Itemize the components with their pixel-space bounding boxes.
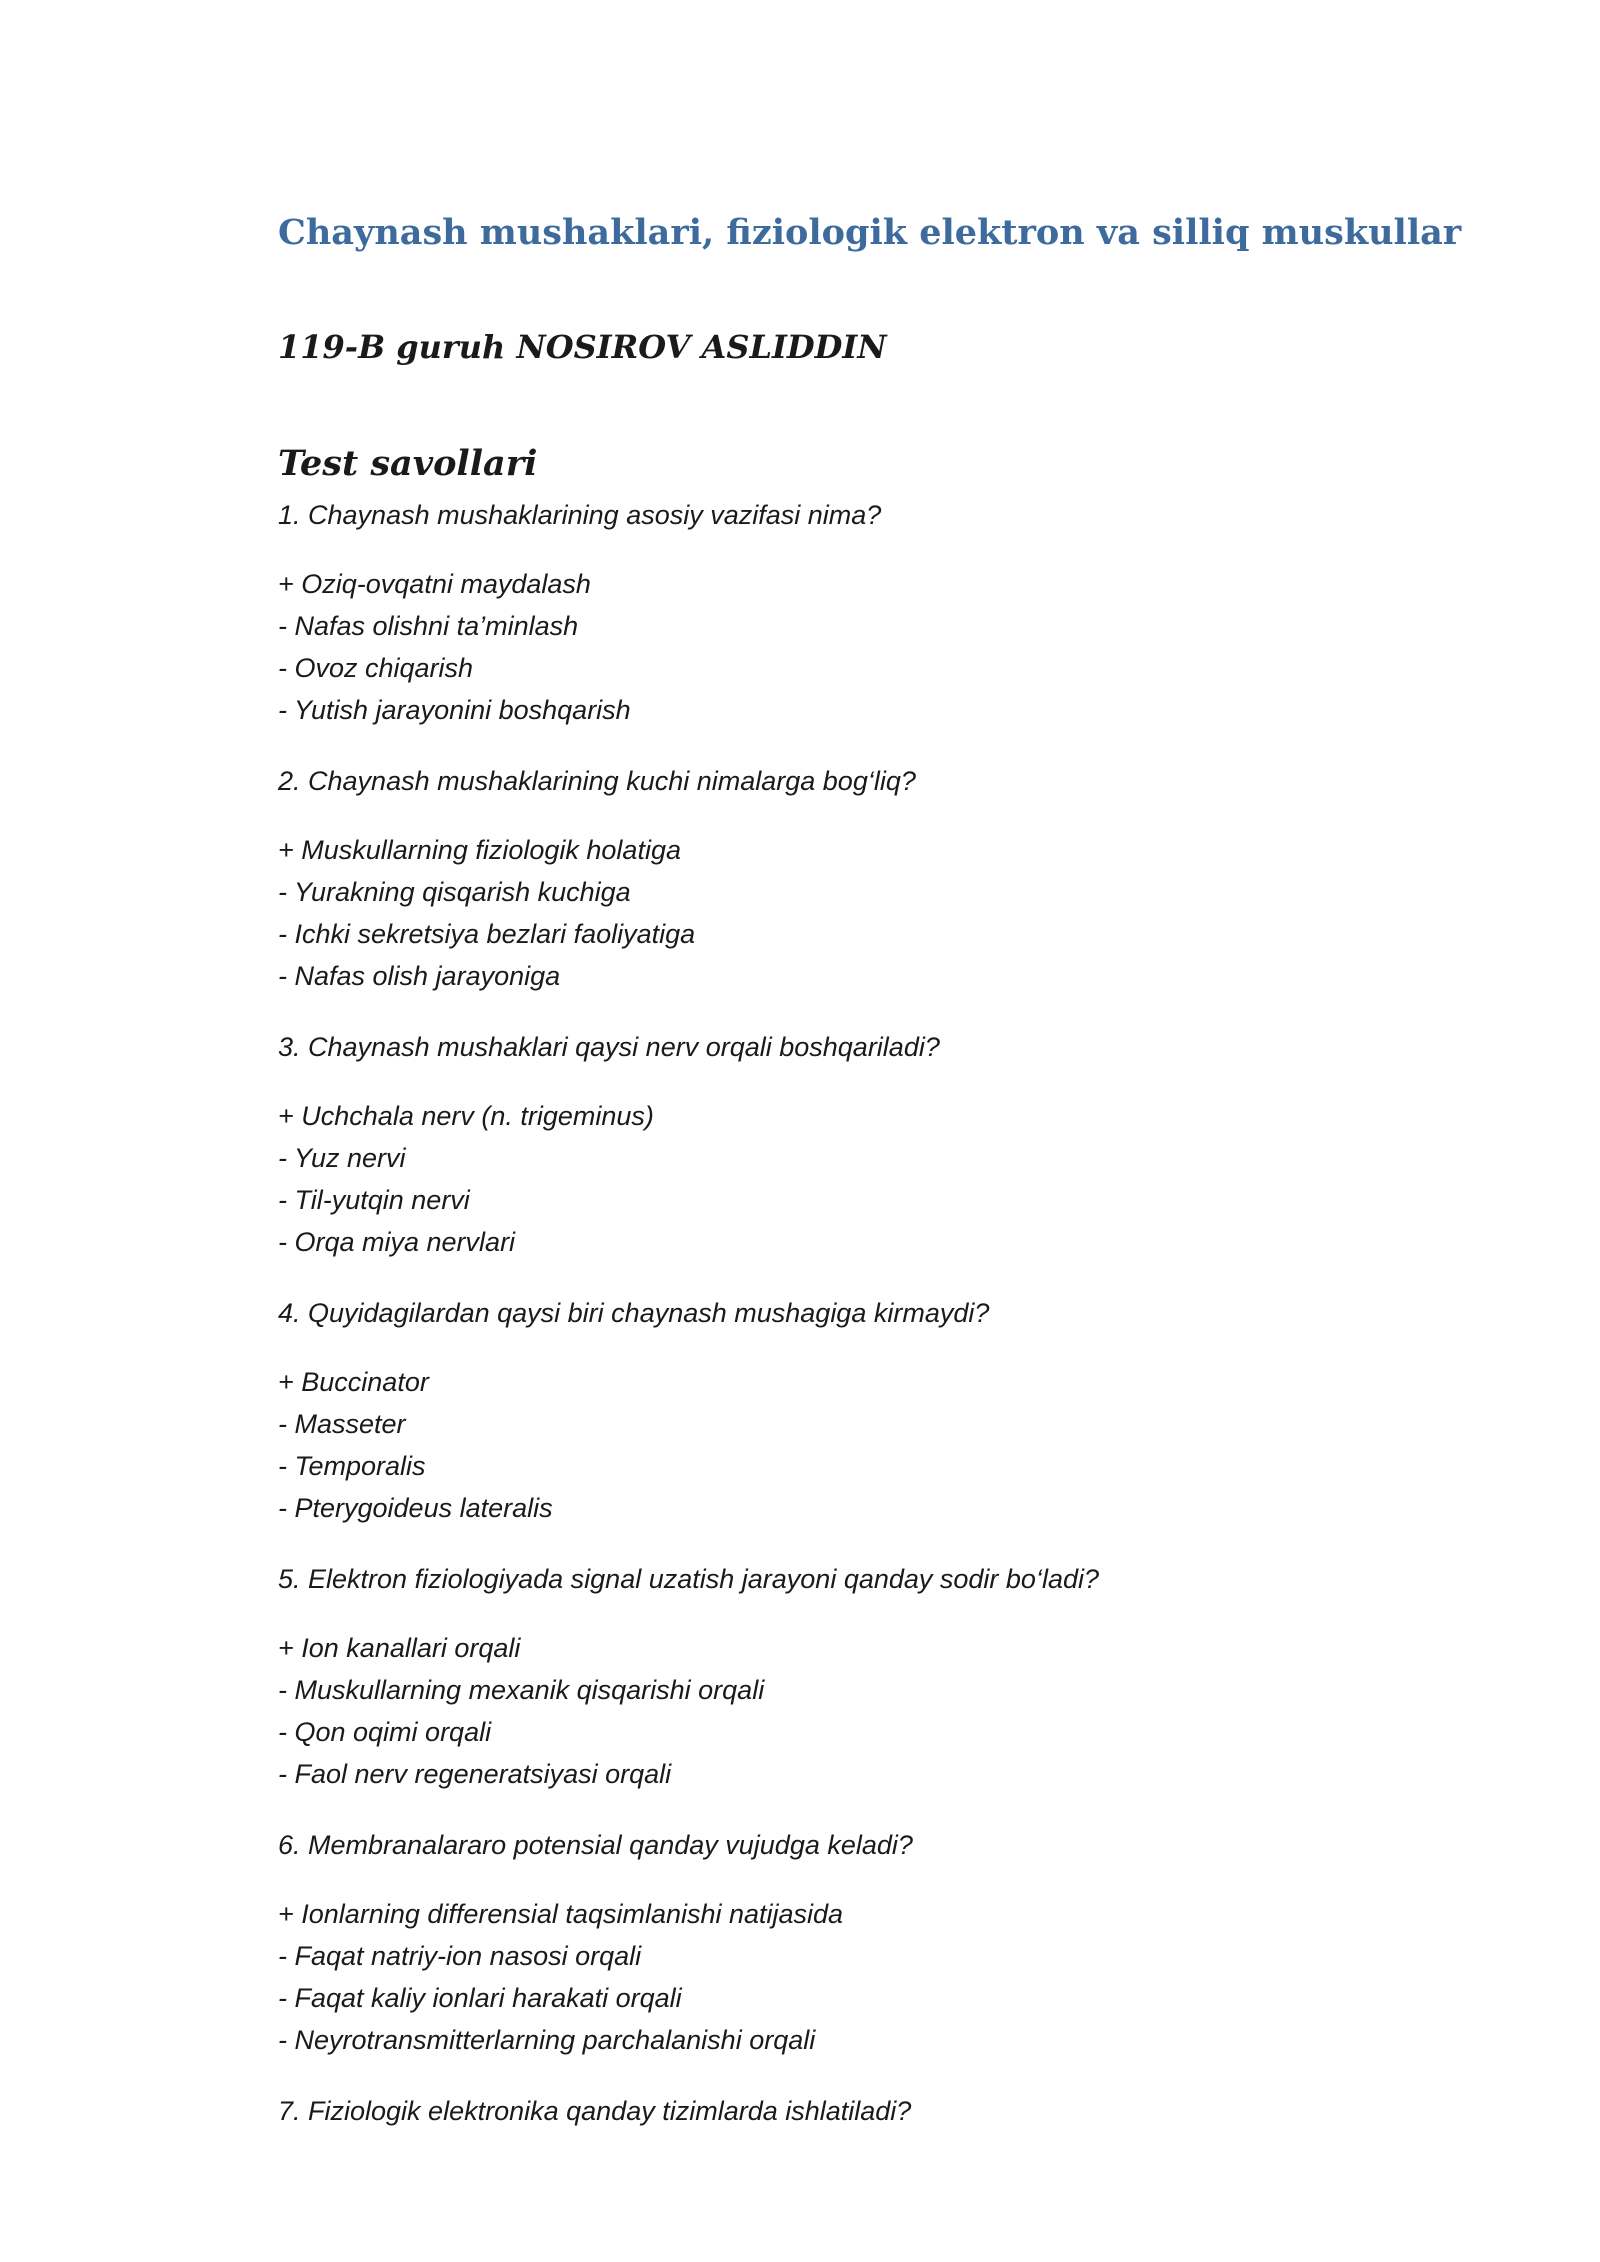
correct-answer-option: + Uchchala nerv (n. trigeminus) xyxy=(278,1101,654,1131)
question-text: 6. Membranalararo potensial qanday vujudga keladi? xyxy=(278,1830,913,1860)
answer-option: - Neyrotransmitterlarning parchalanishi orqali xyxy=(278,2025,816,2055)
answer-option: - Orqa miya nervlari xyxy=(278,1227,516,1257)
answer-option: - Pterygoideus lateralis xyxy=(278,1493,553,1523)
answer-option: - Temporalis xyxy=(278,1451,426,1481)
question-block xyxy=(278,494,1328,731)
correct-answer-option: + Buccinator xyxy=(278,1367,429,1397)
question-text: 4. Quyidagilardan qaysi biri chaynash mushagiga kirmaydi? xyxy=(278,1298,990,1328)
section-heading: Test savollari xyxy=(278,443,538,484)
answer-option: - Ovoz chiqarish xyxy=(278,653,474,683)
question-text: 2. Chaynash mushaklarining kuchi nimalarga bog‘liq? xyxy=(278,766,916,796)
author-group-line: 119-B guruh NOSIROV ASLIDDIN xyxy=(278,328,887,366)
document-title: Chaynash mushaklari, fiziologik elektron va silliq muskullar xyxy=(278,212,1462,253)
question-block xyxy=(278,760,1328,997)
correct-answer-option: + Muskullarning fiziologik holatiga xyxy=(278,835,681,865)
correct-answer-option: + Ion kanallari orqali xyxy=(278,1633,521,1663)
question-block xyxy=(278,1558,1328,1795)
question-block xyxy=(278,1824,1328,2061)
answer-option: - Yuz nervi xyxy=(278,1143,406,1173)
correct-answer-option: + Ionlarning differensial taqsimlanishi natijasida xyxy=(278,1899,844,1929)
answer-option: - Yutish jarayonini boshqarish xyxy=(278,695,631,725)
answer-option: - Muskullarning mexanik qisqarishi orqali xyxy=(278,1675,765,1705)
question-block xyxy=(278,1026,1328,1263)
answer-option: - Faol nerv regeneratsiyasi orqali xyxy=(278,1759,672,1789)
question-block xyxy=(278,2090,1328,2132)
answer-option: - Faqat natriy-ion nasosi orqali xyxy=(278,1941,642,1971)
answer-option: - Til-yutqin nervi xyxy=(278,1185,470,1215)
question-text: 3. Chaynash mushaklari qaysi nerv orqali boshqariladi? xyxy=(278,1032,940,1062)
question-block xyxy=(278,1292,1328,1529)
question-text: 1. Chaynash mushaklarining asosiy vazifasi nima? xyxy=(278,500,882,530)
question-text: 7. Fiziologik elektronika qanday tizimlarda ishlatiladi? xyxy=(278,2096,912,2126)
answer-option: - Nafas olish jarayoniga xyxy=(278,961,561,991)
answer-option: - Nafas olishni ta’minlash xyxy=(278,611,579,641)
answer-option: - Yurakning qisqarish kuchiga xyxy=(278,877,631,907)
correct-answer-option: + Oziq-ovqatni maydalash xyxy=(278,569,591,599)
answer-option: - Qon oqimi orqali xyxy=(278,1717,492,1747)
answer-option: - Ichki sekretsiya bezlari faoliyatiga xyxy=(278,919,696,949)
questions-list xyxy=(278,494,1328,2161)
answer-option: - Faqat kaliy ionlari harakati orqali xyxy=(278,1983,682,2013)
answer-option: - Masseter xyxy=(278,1409,406,1439)
question-text: 5. Elektron fiziologiyada signal uzatish jarayoni qanday sodir bo‘ladi? xyxy=(278,1564,1099,1594)
